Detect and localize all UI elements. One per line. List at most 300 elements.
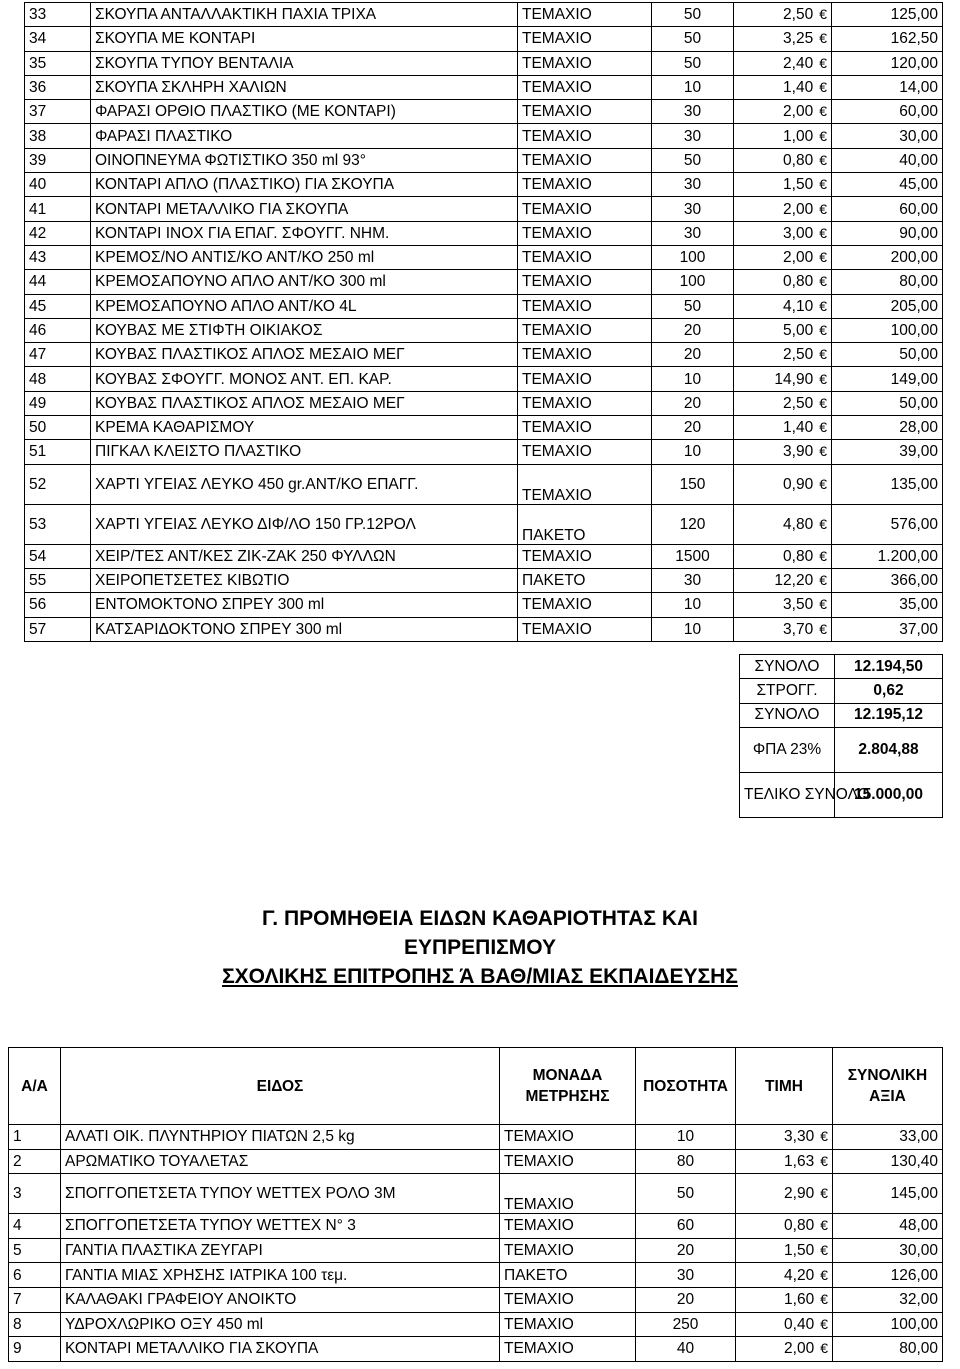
- cell-qty: [636, 1149, 736, 1174]
- cell-desc-text: ΦΑΡΑΣΙ ΠΛΑΣΤΙΚΟ: [95, 127, 233, 145]
- cell-total: [833, 1312, 943, 1337]
- cell-qty: [652, 367, 734, 391]
- cell-num-text: 45: [29, 297, 47, 315]
- cell-num: [9, 1312, 61, 1337]
- cell-desc-text: ΣΚΟΥΠΑ ΣΚΛΗΡΗ ΧΑΛΙΩΝ: [95, 79, 287, 97]
- cell-price-text: 3,70: [783, 620, 814, 638]
- cell-price: [734, 416, 832, 440]
- cell-num: [25, 544, 91, 568]
- cell-price: [734, 245, 832, 269]
- cell-num: [25, 100, 91, 124]
- table-row: [25, 75, 943, 99]
- cell-desc-text: ΓΑΝΤΙΑ ΜΙΑΣ ΧΡΗΣΗΣ ΙΑΤΡΙΚΑ 100 τεμ.: [65, 1266, 348, 1284]
- cell-qty: [652, 245, 734, 269]
- cell-unit-text: ΤΕΜΑΧΙΟ: [504, 1291, 574, 1309]
- cell-price-text: 0,80: [783, 273, 814, 291]
- cell-qty: [636, 1337, 736, 1362]
- euro-sign: €: [819, 6, 827, 23]
- cell-total-text: 576,00: [890, 515, 938, 533]
- cell-qty: [652, 221, 734, 245]
- table-row: [25, 593, 943, 617]
- euro-sign: €: [819, 79, 827, 96]
- cell-num: [25, 197, 91, 221]
- cell-desc-text: ΚΡΕΜΟΣ/ΝΟ ΑΝΤΙΣ/ΚΟ ΑΝΤ/ΚΟ 250 ml: [95, 249, 375, 267]
- cell-total-text: 35,00: [899, 596, 938, 614]
- cell-desc: [91, 173, 518, 197]
- cell-total-text: 90,00: [899, 224, 938, 242]
- cell-price-text: 14,90: [774, 370, 814, 388]
- cell-unit: [500, 1125, 636, 1150]
- euro-sign: €: [819, 103, 827, 120]
- cell-num: [9, 1149, 61, 1174]
- cell-qty-text: 100: [679, 249, 706, 267]
- euro-sign: €: [819, 475, 827, 492]
- cell-total-text: 30,00: [899, 127, 938, 145]
- table-row: [25, 221, 943, 245]
- cell-desc: [91, 27, 518, 51]
- cell-unit: [518, 270, 652, 294]
- cell-total: [832, 367, 943, 391]
- cell-qty: [652, 440, 734, 464]
- euro-sign: €: [820, 1152, 828, 1169]
- cell-price-text: 2,90: [784, 1185, 815, 1203]
- cell-num-text: 38: [29, 127, 47, 145]
- cell-qty-text: 50: [683, 151, 702, 169]
- cell-num-text: 35: [29, 54, 47, 72]
- cell-price-text: 3,50: [783, 596, 814, 614]
- cell-unit: [500, 1287, 636, 1312]
- table-row: [25, 391, 943, 415]
- cell-num-text: 1: [13, 1128, 22, 1146]
- euro-sign: €: [820, 1185, 828, 1202]
- cell-desc: [91, 504, 518, 544]
- cell-desc: [91, 416, 518, 440]
- cell-price: [734, 221, 832, 245]
- cell-total: [832, 617, 943, 641]
- table-row: [25, 617, 943, 641]
- cell-price-text: 3,90: [783, 443, 814, 461]
- cell-price-text: 3,00: [783, 224, 814, 242]
- totals-row: [740, 679, 943, 703]
- cell-num: [25, 416, 91, 440]
- table-row: [9, 1312, 943, 1337]
- table-header-row: [9, 1048, 943, 1125]
- cell-num-text: 3: [13, 1185, 22, 1203]
- cell-qty-text: 20: [683, 346, 702, 364]
- cell-total: [832, 294, 943, 318]
- table-row: [25, 318, 943, 342]
- euro-sign: €: [819, 127, 827, 144]
- cell-total: [832, 27, 943, 51]
- cell-price: [734, 75, 832, 99]
- totals-label: ΦΠΑ 23%: [740, 727, 835, 772]
- cell-qty: [652, 270, 734, 294]
- cell-desc-text: ΚΟΝΤΑΡΙ ΜΕΤΑΛΛΙΚΟ ΓΙΑ ΣΚΟΥΠΑ: [95, 200, 349, 218]
- cell-unit: [518, 3, 652, 27]
- cell-num-text: 55: [29, 572, 47, 590]
- cell-num-text: 50: [29, 419, 47, 437]
- table-row: [25, 568, 943, 592]
- euro-sign: €: [819, 596, 827, 613]
- totals-table: [739, 654, 943, 818]
- totals-row: [740, 772, 943, 817]
- cell-num: [25, 367, 91, 391]
- cell-unit: [518, 173, 652, 197]
- cell-desc-text: ΕΝΤΟΜΟΚΤΟΝΟ ΣΠΡΕΥ 300 ml: [95, 596, 325, 614]
- cell-price: [736, 1125, 833, 1150]
- cell-unit: [500, 1312, 636, 1337]
- cell-qty: [652, 544, 734, 568]
- euro-sign: €: [820, 1340, 828, 1357]
- cell-desc-text: ΟΙΝΟΠΝΕΥΜΑ ΦΩΤΙΣΤΙΚΟ 350 ml 93°: [95, 151, 366, 169]
- header-qty: ΠΟΣΟΤΗΤΑ: [636, 1048, 736, 1125]
- euro-sign: €: [819, 322, 827, 338]
- cell-unit-text: ΤΕΜΑΧΙΟ: [522, 346, 592, 364]
- table-row: [9, 1174, 943, 1214]
- cell-price-text: 2,00: [784, 1340, 815, 1358]
- cell-price-text: 1,60: [784, 1291, 815, 1309]
- cell-desc-text: ΑΡΩΜΑΤΙΚΟ ΤΟΥΑΛΕΤΑΣ: [65, 1152, 249, 1170]
- cell-total-text: 37,00: [899, 620, 938, 638]
- euro-sign: €: [819, 394, 827, 411]
- cell-num: [25, 245, 91, 269]
- cell-num: [25, 464, 91, 504]
- cell-qty-text: 10: [683, 79, 702, 97]
- cell-desc-text: ΣΚΟΥΠΑ ΤΥΠΟΥ ΒΕΝΤΑΛΙΑ: [95, 54, 294, 72]
- table-row: [25, 173, 943, 197]
- cell-total-text: 100,00: [890, 1315, 938, 1333]
- totals-label: ΣΥΝΟΛΟ: [740, 703, 835, 727]
- cell-desc-text: ΣΠΟΓΓΟΠΕΤΣΕΤΑ ΤΥΠΟΥ WETTEX Ν° 3: [65, 1217, 356, 1235]
- cell-unit: [518, 544, 652, 568]
- cell-num: [9, 1287, 61, 1312]
- cell-qty-text: 20: [683, 322, 702, 339]
- cell-unit-text: ΤΕΜΑΧΙΟ: [522, 103, 592, 121]
- cell-unit-text: ΤΕΜΑΧΙΟ: [504, 1128, 574, 1146]
- cell-price: [734, 197, 832, 221]
- cell-total: [833, 1263, 943, 1288]
- table-row: [25, 367, 943, 391]
- cell-desc: [91, 148, 518, 172]
- cell-price-text: 12,20: [774, 572, 814, 590]
- cell-unit: [518, 568, 652, 592]
- cell-unit-text: ΤΕΜΑΧΙΟ: [522, 297, 592, 315]
- cell-price: [734, 318, 832, 342]
- cell-price: [734, 367, 832, 391]
- table-row: [25, 148, 943, 172]
- cell-unit-text: ΤΕΜΑΧΙΟ: [522, 322, 592, 339]
- cell-price-text: 0,80: [783, 151, 814, 169]
- cell-total: [832, 197, 943, 221]
- cleaning-items-table-body: [9, 1125, 943, 1362]
- totals-row: [740, 727, 943, 772]
- cell-qty: [652, 124, 734, 148]
- cell-num: [25, 221, 91, 245]
- cell-unit: [518, 245, 652, 269]
- table-row: [25, 245, 943, 269]
- cell-total-text: 60,00: [899, 103, 938, 121]
- cell-total-text: 28,00: [899, 419, 938, 437]
- cell-price: [734, 343, 832, 367]
- euro-sign: €: [819, 620, 827, 637]
- cell-num-text: 54: [29, 547, 47, 565]
- cell-num-text: 49: [29, 394, 47, 412]
- cell-qty: [652, 593, 734, 617]
- cell-unit-text: ΤΕΜΑΧΙΟ: [522, 370, 592, 388]
- cell-qty-text: 250: [672, 1315, 699, 1333]
- cell-price: [734, 593, 832, 617]
- cell-qty-text: 60: [676, 1217, 695, 1235]
- cell-total: [833, 1214, 943, 1239]
- cell-num: [25, 440, 91, 464]
- cell-unit: [518, 504, 652, 544]
- cell-qty: [652, 318, 734, 342]
- cell-num-text: 57: [29, 620, 47, 638]
- cell-total: [832, 221, 943, 245]
- table-row: [9, 1238, 943, 1263]
- cell-unit-text: ΤΕΜΑΧΙΟ: [522, 30, 592, 48]
- cell-unit: [518, 197, 652, 221]
- table-row: [9, 1149, 943, 1174]
- header-price: ΤΙΜΗ: [736, 1048, 833, 1125]
- euro-sign: €: [819, 176, 827, 193]
- cell-qty-text: 50: [683, 6, 702, 24]
- cell-total: [832, 416, 943, 440]
- cell-num-text: 40: [29, 176, 47, 194]
- euro-sign: €: [819, 547, 827, 564]
- cell-desc-text: ΧΕΙΡ/ΤΕΣ ΑΝΤ/ΚΕΣ ΖΙΚ-ΖΑΚ 250 ΦΥΛΛΩΝ: [95, 547, 396, 565]
- table-row: [9, 1287, 943, 1312]
- cell-unit-text: ΤΕΜΑΧΙΟ: [522, 419, 592, 437]
- cell-unit: [518, 148, 652, 172]
- cell-total: [832, 440, 943, 464]
- cell-qty-text: 20: [683, 419, 702, 437]
- table-row: [9, 1214, 943, 1239]
- cell-total-text: 32,00: [899, 1291, 938, 1309]
- cell-unit-text: ΤΕΜΑΧΙΟ: [522, 394, 592, 412]
- cell-num-text: 39: [29, 151, 47, 169]
- table-row: [25, 270, 943, 294]
- table-row: [25, 343, 943, 367]
- cell-num: [25, 270, 91, 294]
- cell-price: [736, 1149, 833, 1174]
- cell-num: [9, 1263, 61, 1288]
- cell-unit: [518, 51, 652, 75]
- cell-qty-text: 20: [676, 1242, 695, 1260]
- cell-qty-text: 50: [676, 1185, 695, 1203]
- cell-unit: [518, 343, 652, 367]
- cell-qty: [636, 1214, 736, 1239]
- cell-total: [832, 270, 943, 294]
- cell-desc-text: ΚΟΝΤΑΡΙ ΙΝΟΧ ΓΙΑ ΕΠΑΓ. ΣΦΟΥΓΓ. ΝΗΜ.: [95, 224, 390, 242]
- cell-total-text: 126,00: [890, 1266, 938, 1284]
- cell-desc: [61, 1238, 500, 1263]
- cell-unit-text: ΤΕΜΑΧΙΟ: [522, 486, 592, 504]
- cell-price-text: 0,80: [783, 547, 814, 565]
- cell-qty-text: 20: [683, 394, 702, 412]
- cell-desc: [91, 391, 518, 415]
- cell-qty-text: 10: [683, 370, 702, 388]
- euro-sign: €: [819, 151, 827, 168]
- cell-desc: [91, 568, 518, 592]
- items-table-body: [25, 3, 943, 642]
- cell-total-text: 50,00: [899, 394, 938, 412]
- table-row: [25, 3, 943, 27]
- cell-desc: [61, 1287, 500, 1312]
- cell-unit: [518, 124, 652, 148]
- cell-unit: [500, 1214, 636, 1239]
- cell-total: [832, 148, 943, 172]
- cell-price: [734, 617, 832, 641]
- cell-num: [25, 343, 91, 367]
- cell-num: [25, 294, 91, 318]
- cell-desc-text: ΚΑΤΣΑΡΙΔΟΚΤΟΝΟ ΣΠΡΕΥ 300 ml: [95, 620, 343, 638]
- cell-desc: [61, 1174, 500, 1214]
- cell-price-text: 3,30: [784, 1128, 815, 1146]
- totals-label: ΣΤΡΟΓΓ.: [740, 679, 835, 703]
- cell-qty: [652, 294, 734, 318]
- cell-num-text: 48: [29, 370, 47, 388]
- cell-num: [9, 1174, 61, 1214]
- cleaning-items-table: [8, 1047, 943, 1362]
- cell-unit: [500, 1149, 636, 1174]
- totals-table-body: [740, 655, 943, 818]
- cell-desc: [91, 294, 518, 318]
- cell-price: [736, 1174, 833, 1214]
- cell-desc: [61, 1125, 500, 1150]
- cell-num-text: 2: [13, 1152, 22, 1170]
- cell-total: [832, 75, 943, 99]
- cell-desc: [91, 617, 518, 641]
- cell-num: [9, 1238, 61, 1263]
- cell-unit: [518, 75, 652, 99]
- cell-desc: [91, 221, 518, 245]
- euro-sign: €: [819, 200, 827, 217]
- cell-qty: [636, 1287, 736, 1312]
- cell-desc-text: ΚΡΕΜΟΣΑΠΟΥΝΟ ΑΠΛΟ ΑΝΤ/ΚΟ 4L: [95, 297, 357, 315]
- cell-unit-text: ΠΑΚΕΤΟ: [522, 572, 586, 590]
- cell-total: [832, 124, 943, 148]
- cell-total: [832, 100, 943, 124]
- cell-unit: [518, 294, 652, 318]
- cell-unit: [518, 464, 652, 504]
- cell-num-text: 47: [29, 346, 47, 364]
- totals-label: ΤΕΛΙΚΟ ΣΥΝΟΛΟ: [740, 772, 835, 817]
- cell-num-text: 37: [29, 103, 47, 121]
- totals-value: 2.804,88: [835, 727, 943, 772]
- cell-total: [833, 1238, 943, 1263]
- cell-price: [734, 124, 832, 148]
- cell-desc: [91, 440, 518, 464]
- header-num: Α/Α: [9, 1048, 61, 1125]
- cell-qty-text: 20: [676, 1291, 695, 1309]
- cell-num: [25, 617, 91, 641]
- totals-label: ΣΥΝΟΛΟ: [740, 655, 835, 679]
- cell-qty: [652, 197, 734, 221]
- cell-desc-text: ΑΛΑΤΙ ΟΙΚ. ΠΛΥΝΤΗΡΙΟΥ ΠΙΑΤΩΝ 2,5 kg: [65, 1128, 355, 1146]
- cell-desc-text: ΧΑΡΤΙ ΥΓΕΙΑΣ ΛΕΥΚΟ 450 gr.ΑΝΤ/ΚΟ ΕΠΑΓΓ.: [95, 475, 419, 493]
- cell-price: [736, 1263, 833, 1288]
- euro-sign: €: [819, 249, 827, 266]
- cell-price: [734, 51, 832, 75]
- cell-qty: [652, 173, 734, 197]
- cell-qty-text: 30: [683, 572, 702, 590]
- cell-unit: [518, 318, 652, 342]
- cell-price: [736, 1337, 833, 1362]
- cell-qty-text: 120: [679, 515, 706, 533]
- cell-desc-text: ΧΕΙΡΟΠΕΤΣΕΤΕΣ ΚΙΒΩΤΙΟ: [95, 572, 290, 590]
- cell-unit: [518, 391, 652, 415]
- cell-num: [25, 51, 91, 75]
- cell-desc-text: ΣΚΟΥΠΑ ΜΕ ΚΟΝΤΑΡΙ: [95, 30, 256, 48]
- euro-sign: €: [819, 30, 827, 47]
- cell-desc: [61, 1312, 500, 1337]
- cell-qty: [652, 75, 734, 99]
- cell-price-text: 2,00: [783, 249, 814, 267]
- cell-total: [832, 318, 943, 342]
- cell-desc: [91, 197, 518, 221]
- cell-price-text: 3,25: [783, 30, 814, 48]
- cell-desc: [61, 1263, 500, 1288]
- cell-num-text: 34: [29, 30, 47, 48]
- cell-num-text: 43: [29, 249, 47, 267]
- cell-qty-text: 30: [676, 1266, 695, 1284]
- table-row: [9, 1263, 943, 1288]
- cell-unit-text: ΤΕΜΑΧΙΟ: [522, 224, 592, 242]
- cell-num-text: 53: [29, 515, 47, 533]
- cell-price-text: 0,90: [783, 475, 814, 493]
- cell-desc-text: ΣΠΟΓΓΟΠΕΤΣΕΤΑ ΤΥΠΟΥ WETTEX ΡΟΛΟ 3M: [65, 1185, 396, 1203]
- cell-price-text: 2,40: [783, 54, 814, 72]
- cell-unit-text: ΤΕΜΑΧΙΟ: [504, 1217, 574, 1235]
- totals-value: 0,62: [835, 679, 943, 703]
- cell-unit-text: ΤΕΜΑΧΙΟ: [522, 547, 592, 565]
- cell-total-text: 80,00: [899, 1340, 938, 1358]
- cell-total-text: 1.200,00: [877, 547, 938, 565]
- cell-desc: [61, 1149, 500, 1174]
- cell-total-text: 120,00: [890, 54, 938, 72]
- cell-num-text: 56: [29, 596, 47, 614]
- cell-price-text: 1,50: [784, 1242, 815, 1260]
- table-row: [9, 1125, 943, 1150]
- cell-total: [832, 245, 943, 269]
- cell-desc: [91, 464, 518, 504]
- cell-price: [734, 464, 832, 504]
- cell-unit-text: ΤΕΜΑΧΙΟ: [522, 54, 592, 72]
- cell-total-text: 149,00: [890, 370, 938, 388]
- cell-price: [734, 440, 832, 464]
- section-heading: [0, 904, 960, 991]
- cell-qty: [652, 51, 734, 75]
- cell-num-text: 8: [13, 1315, 22, 1333]
- cell-price: [736, 1312, 833, 1337]
- cell-qty: [652, 416, 734, 440]
- cell-desc: [91, 270, 518, 294]
- section-heading-line2: ΕΥΠΡΕΠΙΣΜΟΥ: [403, 936, 557, 959]
- cell-price-text: 2,00: [783, 200, 814, 218]
- cell-num: [25, 124, 91, 148]
- cell-unit-text: ΤΕΜΑΧΙΟ: [522, 620, 592, 638]
- cell-price-text: 4,80: [783, 515, 814, 533]
- cell-total: [833, 1125, 943, 1150]
- cell-qty: [652, 100, 734, 124]
- cell-qty-text: 10: [683, 443, 702, 461]
- cell-price: [734, 544, 832, 568]
- cell-price: [734, 270, 832, 294]
- cell-total-text: 45,00: [899, 176, 938, 194]
- cell-qty: [652, 568, 734, 592]
- cell-unit: [518, 27, 652, 51]
